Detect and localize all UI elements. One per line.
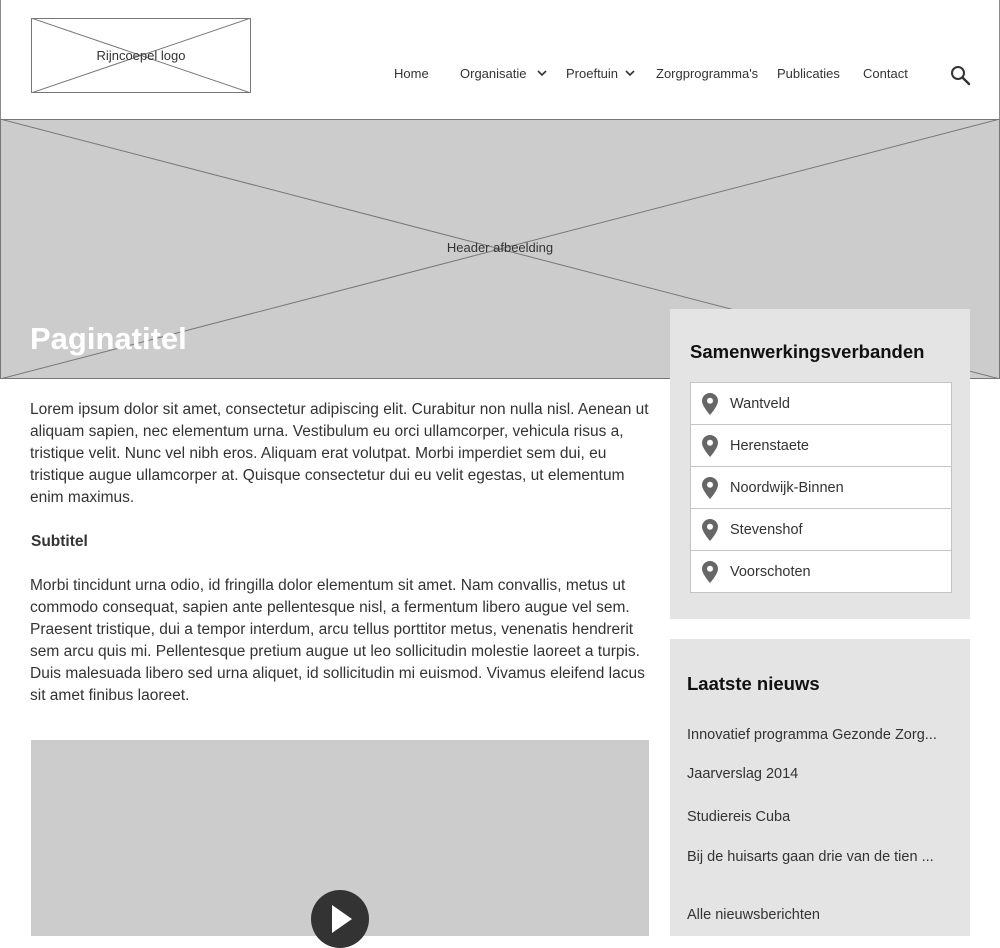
page-title: Paginatitel: [30, 321, 187, 356]
location-label: Herenstaete: [730, 438, 809, 454]
map-pin-icon: [702, 477, 718, 499]
site-logo[interactable]: [31, 18, 251, 93]
nav-item-contact[interactable]: [863, 66, 908, 81]
location-item-voorschoten[interactable]: [691, 551, 951, 593]
body-paragraph: Morbi tincidunt urna odio, id fringilla dolor elementum sit amet. Nam convallis, metus ut commodo consequat, sapien ante pellentesque nisl, a fermentum libero augue vel sem. Praesent tristique, dui a tempor interdum, arcu tellus porttitor metus, venenatis hendrerit sem arcu quis mi. Pellentesque pretium augue ut leo sollicitudin molestie laoreet a turpis. Duis malesuada libero sed urna aliquet, id sollicitudin mi euismod. Vivamus eleifend lacus sit amet finibus laoreet.: [30, 577, 645, 704]
nav-item-label: Publicaties: [777, 66, 840, 81]
play-button[interactable]: [311, 890, 369, 948]
video-player[interactable]: [31, 740, 649, 936]
location-item-wantveld[interactable]: [691, 383, 951, 425]
nav-item-proeftuin[interactable]: [566, 66, 618, 81]
all-news-link[interactable]: Alle nieuwsberichten: [687, 907, 820, 923]
search-button[interactable]: [950, 65, 972, 92]
subtitle: Subtitel: [31, 533, 88, 550]
news-item[interactable]: Innovatief programma Gezonde Zorg...: [687, 727, 937, 743]
news-item[interactable]: Studiereis Cuba: [687, 809, 791, 825]
nav-item-label: Organisatie: [460, 66, 527, 81]
news-item[interactable]: Jaarverslag 2014: [687, 766, 799, 782]
locations-list: [690, 382, 952, 593]
location-label: Wantveld: [730, 396, 790, 412]
chevron-down-icon: [537, 69, 547, 77]
location-item-herenstaete[interactable]: [691, 425, 951, 467]
chevron-down-icon: [625, 69, 635, 77]
map-pin-icon: [702, 561, 718, 583]
nav-item-label: Proeftuin: [566, 66, 619, 81]
news-item[interactable]: Bij de huisarts gaan drie van de tien ...: [687, 849, 934, 865]
location-label: Voorschoten: [730, 564, 811, 580]
news-title: Laatste nieuws: [687, 673, 820, 694]
news-panel: [670, 639, 970, 936]
nav-item-zorgprogrammas[interactable]: [656, 66, 758, 81]
nav-item-label: Zorgprogramma's: [656, 66, 759, 81]
map-pin-icon: [702, 519, 718, 541]
play-icon: [332, 905, 352, 933]
location-item-noordwijk-binnen[interactable]: [691, 467, 951, 509]
location-label: Noordwijk-Binnen: [730, 480, 844, 496]
nav-item-home[interactable]: [394, 66, 429, 81]
map-pin-icon: [702, 435, 718, 457]
locations-panel: [670, 309, 970, 619]
header-image-label: Header afbeelding: [446, 240, 554, 255]
map-pin-icon: [702, 393, 718, 415]
location-label: Stevenshof: [730, 522, 803, 538]
search-icon: [950, 65, 972, 87]
nav-item-organisatie[interactable]: [460, 66, 526, 81]
location-item-stevenshof[interactable]: [691, 509, 951, 551]
logo-label: Rijncoepel logo: [96, 48, 186, 63]
nav-item-publicaties[interactable]: [777, 66, 840, 81]
body-paragraph: Lorem ipsum dolor sit amet, consectetur adipiscing elit. Curabitur non nulla nisl. Aenean ut aliquam sapien, nec elementum urna. Vestibulum eu orci ullamcorper, vehicula risus a, tristique velit. Nunc vel nibh eros. Aliquam erat volutpat. Morbi imperdiet sem dui, eu tristique augue ullamcorper at. Quisque consectetur dui eu velit egestas, ut elementum enim maximus.: [30, 401, 649, 506]
locations-title: Samenwerkingsverbanden: [690, 341, 925, 362]
nav-item-label: Contact: [863, 66, 908, 81]
site-header: [0, 0, 1000, 119]
nav-item-label: Home: [394, 66, 429, 81]
